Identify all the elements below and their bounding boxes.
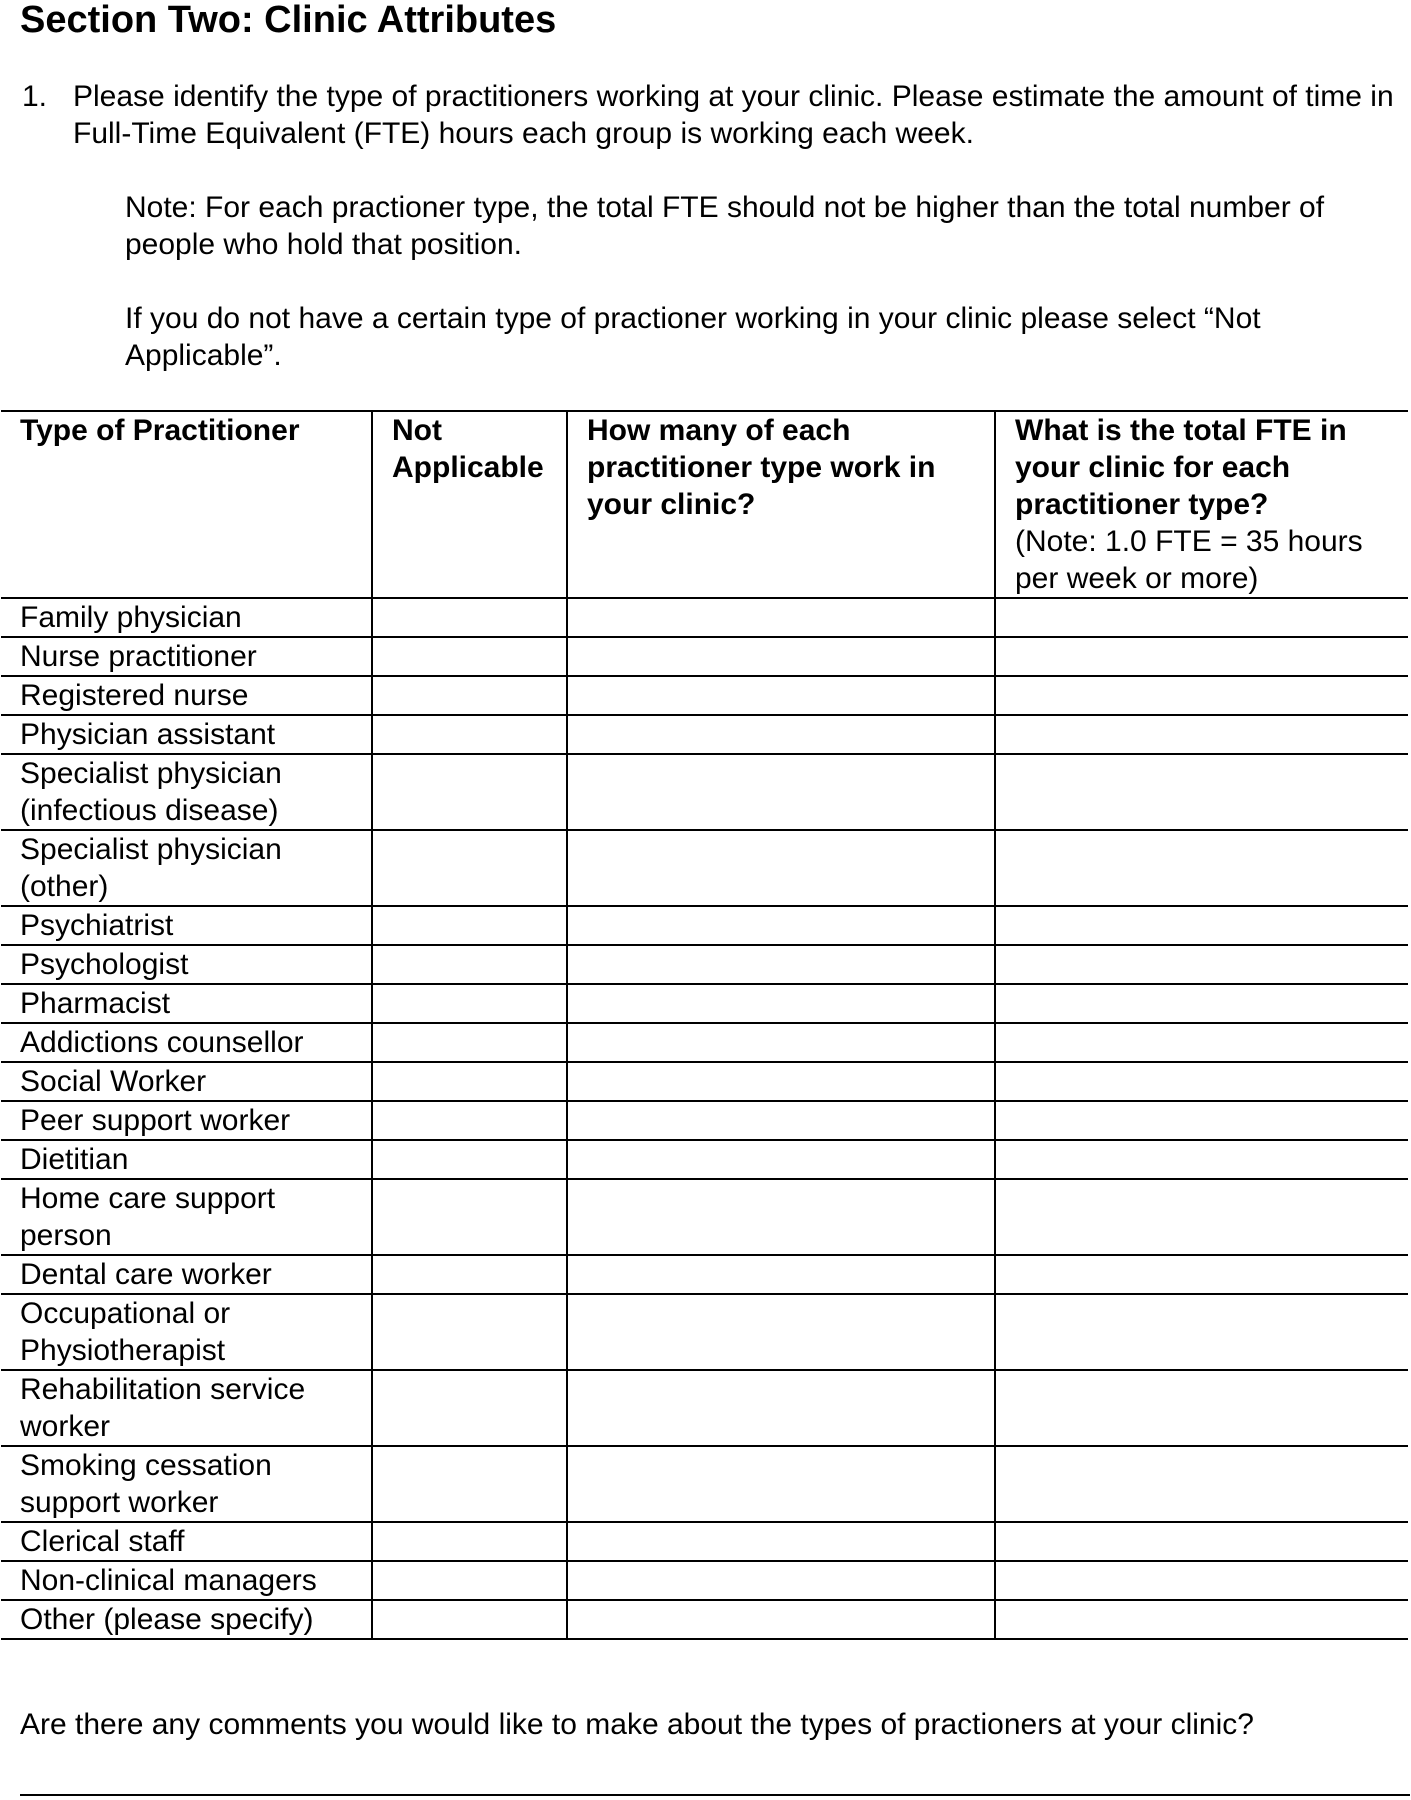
practitioner-type-cell: Clerical staff bbox=[1, 1522, 372, 1561]
total-fte-cell[interactable] bbox=[995, 754, 1408, 830]
practitioner-type-cell: Home care support person bbox=[1, 1179, 372, 1255]
table-row bbox=[1, 715, 1408, 754]
how-many-cell[interactable] bbox=[567, 1140, 995, 1179]
total-fte-cell[interactable] bbox=[995, 1101, 1408, 1140]
practitioner-type-cell: Social Worker bbox=[1, 1062, 372, 1101]
practitioner-type-cell: Psychologist bbox=[1, 945, 372, 984]
not-applicable-cell[interactable] bbox=[372, 984, 567, 1023]
practitioner-type-cell: Smoking cessation support worker bbox=[1, 1446, 372, 1522]
comments-prompt: Are there any comments you would like to make about the types of practioners at your clinic? bbox=[20, 1708, 1254, 1741]
how-many-cell[interactable] bbox=[567, 1062, 995, 1101]
how-many-cell[interactable] bbox=[567, 754, 995, 830]
how-many-cell[interactable] bbox=[567, 1600, 995, 1639]
not-applicable-cell[interactable] bbox=[372, 1600, 567, 1639]
not-applicable-cell[interactable] bbox=[372, 1561, 567, 1600]
total-fte-cell[interactable] bbox=[995, 1522, 1408, 1561]
question-text: Please identify the type of practitioners working at your clinic. Please estimate the amount of time in Full-Time Equivalent (FTE) hours each group is working each week. bbox=[73, 80, 1394, 150]
how-many-cell[interactable] bbox=[567, 1023, 995, 1062]
table-row bbox=[1, 984, 1408, 1023]
table-row bbox=[1, 1023, 1408, 1062]
table-row bbox=[1, 637, 1408, 676]
table-row bbox=[1, 1255, 1408, 1294]
total-fte-cell[interactable] bbox=[995, 676, 1408, 715]
total-fte-cell[interactable] bbox=[995, 1561, 1408, 1600]
header-type-of-practitioner: Type of Practitioner bbox=[1, 411, 372, 598]
practitioner-type-cell: Specialist physician (infectious disease) bbox=[1, 754, 372, 830]
table-row bbox=[1, 1370, 1408, 1446]
table-row bbox=[1, 1101, 1408, 1140]
not-applicable-cell[interactable] bbox=[372, 676, 567, 715]
practitioner-type-cell: Occupational or Physiotherapist bbox=[1, 1294, 372, 1370]
how-many-cell[interactable] bbox=[567, 637, 995, 676]
not-applicable-cell[interactable] bbox=[372, 1446, 567, 1522]
total-fte-cell[interactable] bbox=[995, 598, 1408, 637]
not-applicable-cell[interactable] bbox=[372, 906, 567, 945]
practitioner-type-cell: Pharmacist bbox=[1, 984, 372, 1023]
how-many-cell[interactable] bbox=[567, 1561, 995, 1600]
not-applicable-cell[interactable] bbox=[372, 830, 567, 906]
not-applicable-cell[interactable] bbox=[372, 1101, 567, 1140]
table-row bbox=[1, 1294, 1408, 1370]
not-applicable-cell[interactable] bbox=[372, 1294, 567, 1370]
practitioner-type-cell: Family physician bbox=[1, 598, 372, 637]
how-many-cell[interactable] bbox=[567, 1294, 995, 1370]
total-fte-cell[interactable] bbox=[995, 1023, 1408, 1062]
header-total-fte-note: (Note: 1.0 FTE = 35 hours per week or more) bbox=[1015, 525, 1363, 595]
total-fte-cell[interactable] bbox=[995, 830, 1408, 906]
practitioner-type-cell: Non-clinical managers bbox=[1, 1561, 372, 1600]
how-many-cell[interactable] bbox=[567, 830, 995, 906]
table-row bbox=[1, 1062, 1408, 1101]
table-row bbox=[1, 945, 1408, 984]
practitioner-table bbox=[1, 410, 1408, 1640]
total-fte-cell[interactable] bbox=[995, 1600, 1408, 1639]
not-applicable-cell[interactable] bbox=[372, 637, 567, 676]
total-fte-cell[interactable] bbox=[995, 1140, 1408, 1179]
table-row bbox=[1, 1179, 1408, 1255]
practitioner-type-cell: Physician assistant bbox=[1, 715, 372, 754]
how-many-cell[interactable] bbox=[567, 984, 995, 1023]
practitioner-type-cell: Other (please specify) bbox=[1, 1600, 372, 1639]
not-applicable-cell[interactable] bbox=[372, 1255, 567, 1294]
total-fte-cell[interactable] bbox=[995, 1255, 1408, 1294]
practitioner-type-cell: Registered nurse bbox=[1, 676, 372, 715]
practitioner-type-cell: Dietitian bbox=[1, 1140, 372, 1179]
total-fte-cell[interactable] bbox=[995, 1062, 1408, 1101]
table-row bbox=[1, 1600, 1408, 1639]
not-applicable-cell[interactable] bbox=[372, 1140, 567, 1179]
not-applicable-cell[interactable] bbox=[372, 1179, 567, 1255]
table-row bbox=[1, 598, 1408, 637]
not-applicable-cell[interactable] bbox=[372, 754, 567, 830]
total-fte-cell[interactable] bbox=[995, 984, 1408, 1023]
practitioner-type-cell: Psychiatrist bbox=[1, 906, 372, 945]
how-many-cell[interactable] bbox=[567, 1446, 995, 1522]
not-applicable-cell[interactable] bbox=[372, 1023, 567, 1062]
question-number: 1. bbox=[22, 80, 48, 113]
table-header-row bbox=[1, 411, 1408, 598]
table-row bbox=[1, 830, 1408, 906]
table-row bbox=[1, 1522, 1408, 1561]
how-many-cell[interactable] bbox=[567, 715, 995, 754]
practitioner-type-cell: Nurse practitioner bbox=[1, 637, 372, 676]
not-applicable-cell[interactable] bbox=[372, 715, 567, 754]
how-many-cell[interactable] bbox=[567, 676, 995, 715]
fte-note: Note: For each practioner type, the total FTE should not be higher than the total number of people who hold that position. bbox=[125, 191, 1325, 261]
not-applicable-note: If you do not have a certain type of practioner working in your clinic please select “Not Applicable”. bbox=[125, 302, 1261, 372]
practitioner-type-cell: Rehabilitation service worker bbox=[1, 1370, 372, 1446]
practitioner-type-cell: Dental care worker bbox=[1, 1255, 372, 1294]
total-fte-cell[interactable] bbox=[995, 1370, 1408, 1446]
total-fte-cell[interactable] bbox=[995, 715, 1408, 754]
comments-answer-line[interactable] bbox=[20, 1794, 1410, 1796]
not-applicable-cell[interactable] bbox=[372, 1370, 567, 1446]
table-row bbox=[1, 754, 1408, 830]
how-many-cell[interactable] bbox=[567, 906, 995, 945]
table-row bbox=[1, 906, 1408, 945]
section-title: Section Two: Clinic Attributes bbox=[20, 0, 557, 41]
how-many-cell[interactable] bbox=[567, 1370, 995, 1446]
table-row bbox=[1, 1140, 1408, 1179]
total-fte-cell[interactable] bbox=[995, 1179, 1408, 1255]
table-row bbox=[1, 1446, 1408, 1522]
total-fte-cell[interactable] bbox=[995, 1294, 1408, 1370]
not-applicable-cell[interactable] bbox=[372, 598, 567, 637]
how-many-cell[interactable] bbox=[567, 1255, 995, 1294]
header-not-applicable: Not Applicable bbox=[372, 411, 567, 598]
practitioner-type-cell: Specialist physician (other) bbox=[1, 830, 372, 906]
total-fte-cell[interactable] bbox=[995, 637, 1408, 676]
how-many-cell[interactable] bbox=[567, 1101, 995, 1140]
total-fte-cell[interactable] bbox=[995, 1446, 1408, 1522]
how-many-cell[interactable] bbox=[567, 1179, 995, 1255]
not-applicable-cell[interactable] bbox=[372, 1062, 567, 1101]
header-total-fte-text: What is the total FTE in your clinic for each practitioner type? bbox=[1015, 414, 1347, 521]
not-applicable-cell[interactable] bbox=[372, 1522, 567, 1561]
practitioner-type-cell: Addictions counsellor bbox=[1, 1023, 372, 1062]
table-row bbox=[1, 676, 1408, 715]
practitioner-type-cell: Peer support worker bbox=[1, 1101, 372, 1140]
how-many-cell[interactable] bbox=[567, 945, 995, 984]
total-fte-cell[interactable] bbox=[995, 945, 1408, 984]
header-how-many: How many of each practitioner type work in your clinic? bbox=[567, 411, 995, 598]
how-many-cell[interactable] bbox=[567, 1522, 995, 1561]
table-row bbox=[1, 1561, 1408, 1600]
not-applicable-cell[interactable] bbox=[372, 945, 567, 984]
header-total-fte bbox=[995, 411, 1408, 598]
how-many-cell[interactable] bbox=[567, 598, 995, 637]
total-fte-cell[interactable] bbox=[995, 906, 1408, 945]
